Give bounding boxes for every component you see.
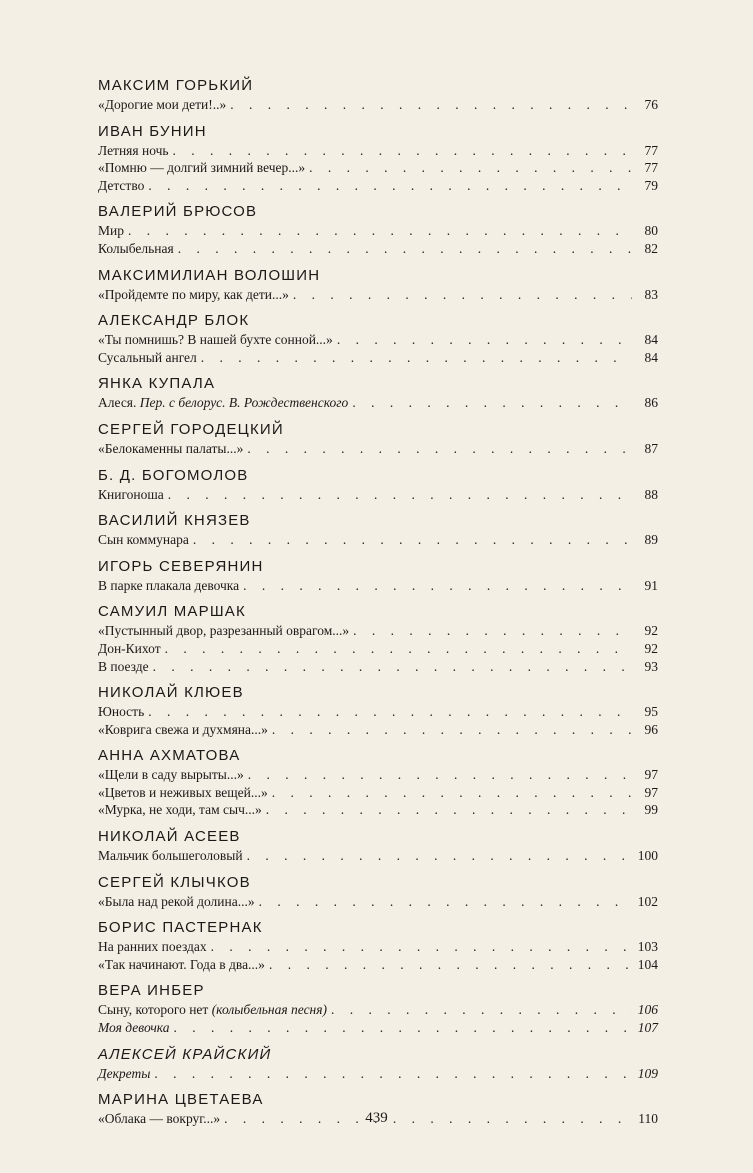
toc-entry[interactable] bbox=[98, 893, 658, 911]
toc-entry[interactable] bbox=[98, 142, 658, 160]
toc-section bbox=[98, 683, 658, 738]
entry-title-text: «Щели в саду вырыты...» bbox=[98, 767, 244, 783]
toc-entry[interactable] bbox=[98, 1001, 658, 1019]
toc-section bbox=[98, 374, 658, 412]
entry-page: 97 bbox=[644, 767, 658, 783]
entry-title bbox=[98, 721, 268, 739]
entry-page: 80 bbox=[644, 223, 658, 239]
toc-entry[interactable] bbox=[98, 622, 658, 640]
entry-title bbox=[98, 96, 226, 114]
author-heading: СЕРГЕЙ ГОРОДЕЦКИЙ bbox=[98, 420, 284, 438]
dot-leader bbox=[248, 766, 632, 784]
entry-title-text: Книгоноша bbox=[98, 486, 164, 502]
dot-leader bbox=[211, 938, 632, 956]
entry-page: 96 bbox=[644, 721, 658, 737]
toc-entry[interactable] bbox=[98, 721, 658, 739]
author-heading: НИКОЛАЙ АСЕЕВ bbox=[98, 828, 241, 846]
entry-page: 92 bbox=[644, 640, 658, 656]
entry-title-text: На ранних поездах bbox=[98, 939, 207, 955]
dot-leader bbox=[128, 222, 632, 240]
author-heading: СЕРГЕЙ КЛЫЧКОВ bbox=[98, 873, 251, 891]
toc-entry[interactable] bbox=[98, 222, 658, 240]
entry-title bbox=[98, 486, 164, 504]
author-heading: АЛЕКСЕЙ КРАЙСКИЙ bbox=[98, 1045, 272, 1063]
dot-leader bbox=[148, 177, 632, 195]
entry-page: 107 bbox=[637, 1020, 658, 1036]
dot-leader bbox=[178, 240, 632, 258]
entry-page: 92 bbox=[644, 623, 658, 639]
author-heading: МАКСИМ ГОРЬКИЙ bbox=[98, 77, 254, 94]
entry-title-text: Сусальный ангел bbox=[98, 349, 197, 365]
entry-title bbox=[98, 531, 189, 549]
entry-title-note: Пер. с белорус. В. Рождественского bbox=[139, 395, 349, 411]
toc-section bbox=[98, 466, 658, 504]
dot-leader bbox=[269, 956, 632, 974]
toc-entry[interactable] bbox=[98, 177, 658, 195]
dot-leader bbox=[337, 331, 632, 349]
entry-title bbox=[98, 847, 243, 865]
entry-title-text: Сын коммунара bbox=[98, 532, 189, 548]
entry-page: 83 bbox=[644, 286, 658, 302]
entry-title bbox=[98, 622, 349, 640]
entry-title bbox=[98, 394, 348, 412]
toc-section bbox=[98, 918, 658, 973]
entry-title-text: «Ты помнишь? В нашей бухте сонной...» bbox=[98, 332, 333, 348]
entry-title bbox=[98, 240, 174, 258]
entry-title bbox=[98, 640, 161, 658]
entry-title bbox=[98, 577, 239, 595]
table-of-contents bbox=[98, 76, 658, 1136]
toc-section bbox=[98, 76, 658, 114]
dot-leader bbox=[168, 486, 632, 504]
entry-title bbox=[98, 159, 305, 177]
toc-entry[interactable] bbox=[98, 703, 658, 721]
entry-page: 106 bbox=[637, 1002, 658, 1018]
entry-title-text: «Мурка, не ходи, там сыч...» bbox=[98, 802, 262, 818]
dot-leader bbox=[247, 847, 632, 865]
entry-page: 79 bbox=[644, 177, 658, 193]
entry-title-text: «Пустынный двор, разрезанный оврагом...» bbox=[98, 623, 350, 639]
toc-entry[interactable] bbox=[98, 766, 658, 784]
entry-title-text: «Дорогие мои дети!..» bbox=[98, 97, 227, 112]
toc-entry[interactable] bbox=[98, 1019, 658, 1037]
entry-title bbox=[98, 177, 144, 195]
toc-entry[interactable] bbox=[98, 531, 658, 549]
toc-section bbox=[98, 266, 658, 304]
dot-leader bbox=[331, 1001, 632, 1019]
entry-page: 109 bbox=[637, 1065, 658, 1081]
entry-title bbox=[98, 331, 333, 349]
toc-entry[interactable] bbox=[98, 577, 658, 595]
author-heading: ИГОРЬ СЕВЕРЯНИН bbox=[98, 557, 264, 575]
entry-title-note: (колыбельная песня) bbox=[211, 1002, 328, 1018]
entry-page: 103 bbox=[637, 939, 658, 955]
entry-title bbox=[98, 801, 262, 819]
toc-entry[interactable] bbox=[98, 240, 658, 258]
entry-title-text: «Так начинают. Года в два...» bbox=[98, 956, 265, 972]
author-heading: ВЕРА ИНБЕР bbox=[98, 982, 205, 1000]
entry-page: 110 bbox=[638, 1111, 658, 1127]
entry-title bbox=[98, 703, 144, 721]
toc-entry[interactable] bbox=[98, 801, 658, 819]
entry-title bbox=[98, 1001, 327, 1019]
entry-title bbox=[98, 286, 289, 304]
entry-page: 102 bbox=[637, 893, 658, 909]
toc-entry[interactable] bbox=[98, 286, 658, 304]
dot-leader bbox=[201, 349, 632, 367]
entry-page: 99 bbox=[644, 802, 658, 818]
entry-title-text: Моя девочка bbox=[98, 1020, 170, 1036]
dot-leader bbox=[272, 721, 632, 739]
entry-page: 104 bbox=[637, 956, 658, 972]
entry-title-text: Летняя ночь bbox=[98, 142, 169, 158]
author-heading: Б. Д. БОГОМОЛОВ bbox=[98, 466, 249, 484]
toc-section bbox=[98, 122, 658, 195]
entry-title-text: «Была над рекой долина...» bbox=[98, 893, 255, 909]
dot-leader bbox=[173, 142, 632, 160]
toc-section bbox=[98, 981, 658, 1036]
author-heading: НИКОЛАЙ КЛЮЕВ bbox=[98, 684, 244, 702]
entry-page: 97 bbox=[644, 784, 658, 800]
toc-section bbox=[98, 511, 658, 549]
entry-title bbox=[98, 938, 207, 956]
toc-section bbox=[98, 746, 658, 819]
entry-title-text: В поезде bbox=[98, 658, 149, 674]
dot-leader bbox=[148, 703, 632, 721]
dot-leader bbox=[293, 286, 632, 304]
dot-leader bbox=[165, 640, 632, 658]
dot-leader bbox=[243, 577, 632, 595]
entry-title-text: «Облака — вокруг...» bbox=[98, 1111, 221, 1127]
dot-leader bbox=[193, 531, 632, 549]
entry-title-text: Сыну, которого нет bbox=[98, 1002, 209, 1018]
toc-entry[interactable] bbox=[98, 956, 658, 974]
entry-title-text: «Цветов и неживых вещей...» bbox=[98, 784, 268, 800]
dot-leader bbox=[272, 784, 632, 802]
toc-section bbox=[98, 827, 658, 865]
author-heading: МАКСИМИЛИАН ВОЛОШИН bbox=[98, 266, 321, 284]
author-heading: ИВАН БУНИН bbox=[98, 122, 207, 140]
toc-entry[interactable] bbox=[98, 938, 658, 956]
dot-leader bbox=[353, 622, 632, 640]
toc-entry[interactable] bbox=[98, 1065, 658, 1083]
author-heading: МАРИНА ЦВЕТАЕВА bbox=[98, 1091, 264, 1109]
entry-page: 77 bbox=[644, 160, 658, 176]
toc-entry[interactable] bbox=[98, 331, 658, 349]
entry-page: 84 bbox=[644, 332, 658, 348]
entry-title bbox=[98, 658, 149, 676]
toc-entry[interactable] bbox=[98, 96, 658, 114]
dot-leader bbox=[174, 1019, 632, 1037]
entry-title-text: Алеся. bbox=[98, 395, 137, 411]
entry-page: 93 bbox=[644, 658, 658, 674]
entry-title bbox=[98, 1019, 170, 1037]
entry-page: 77 bbox=[644, 142, 658, 158]
toc-entry[interactable] bbox=[98, 658, 658, 676]
toc-section bbox=[98, 420, 658, 458]
page-number: 439 bbox=[365, 1110, 388, 1126]
dot-leader bbox=[230, 96, 632, 114]
entry-title bbox=[98, 893, 255, 911]
dot-leader bbox=[352, 394, 632, 412]
author-heading: АЛЕКСАНДР БЛОК bbox=[98, 312, 250, 330]
entry-page: 91 bbox=[644, 577, 658, 593]
dot-leader bbox=[247, 440, 632, 458]
author-heading: БОРИС ПАСТЕРНАК bbox=[98, 919, 263, 937]
toc-section bbox=[98, 202, 658, 257]
entry-page: 84 bbox=[644, 349, 658, 365]
dot-leader bbox=[309, 159, 632, 177]
toc-section bbox=[98, 557, 658, 595]
toc-entry[interactable] bbox=[98, 349, 658, 367]
author-heading: ВАЛЕРИЙ БРЮСОВ bbox=[98, 203, 258, 221]
entry-title-text: «Коврига свежа и духмяна...» bbox=[98, 721, 268, 737]
toc-entry[interactable] bbox=[98, 847, 658, 865]
entry-title-text: Юность bbox=[98, 704, 145, 720]
entry-title-text: «Помню — долгий зимний вечер...» bbox=[98, 160, 306, 176]
entry-title-text: «Пройдемте по миру, как дети...» bbox=[98, 286, 289, 302]
entry-page: 76 bbox=[644, 97, 658, 112]
entry-title bbox=[98, 766, 244, 784]
entry-page: 100 bbox=[637, 848, 658, 864]
entry-title bbox=[98, 784, 268, 802]
entry-page: 82 bbox=[644, 240, 658, 256]
toc-entry[interactable] bbox=[98, 440, 658, 458]
entry-page: 89 bbox=[644, 532, 658, 548]
entry-title-text: Декреты bbox=[98, 1065, 151, 1081]
entry-title bbox=[98, 142, 169, 160]
toc-entry[interactable] bbox=[98, 394, 658, 412]
dot-leader bbox=[153, 658, 632, 676]
dot-leader bbox=[259, 893, 632, 911]
toc-section bbox=[98, 873, 658, 911]
dot-leader bbox=[266, 801, 632, 819]
author-heading: ЯНКА КУПАЛА bbox=[98, 375, 216, 393]
entry-title-text: Дон-Кихот bbox=[98, 640, 161, 656]
toc-entry[interactable] bbox=[98, 486, 658, 504]
entry-title-text: Мальчик большеголовый bbox=[98, 848, 243, 864]
entry-title bbox=[98, 956, 265, 974]
toc-entry[interactable] bbox=[98, 159, 658, 177]
entry-page: 95 bbox=[644, 704, 658, 720]
entry-title-text: В парке плакала девочка bbox=[98, 577, 240, 593]
toc-entry[interactable] bbox=[98, 784, 658, 802]
toc-entry[interactable] bbox=[98, 640, 658, 658]
entry-title bbox=[98, 349, 197, 367]
entry-page: 86 bbox=[644, 395, 658, 411]
entry-title bbox=[98, 440, 243, 458]
entry-title bbox=[98, 222, 124, 240]
entry-page: 88 bbox=[644, 486, 658, 502]
dot-leader bbox=[154, 1065, 632, 1083]
entry-title-text: Колыбельная bbox=[98, 240, 174, 256]
entry-title-text: Мир bbox=[98, 223, 124, 239]
author-heading: ВАСИЛИЙ КНЯЗЕВ bbox=[98, 512, 251, 530]
author-heading: САМУИЛ МАРШАК bbox=[98, 603, 246, 621]
entry-page: 87 bbox=[644, 440, 658, 456]
toc-section bbox=[98, 1045, 658, 1083]
author-heading: АННА АХМАТОВА bbox=[98, 747, 241, 765]
entry-title-text: Детство bbox=[98, 177, 145, 193]
toc-section bbox=[98, 311, 658, 366]
entry-title bbox=[98, 1065, 150, 1083]
entry-title-text: «Белокаменны палаты...» bbox=[98, 440, 244, 456]
toc-section bbox=[98, 602, 658, 675]
